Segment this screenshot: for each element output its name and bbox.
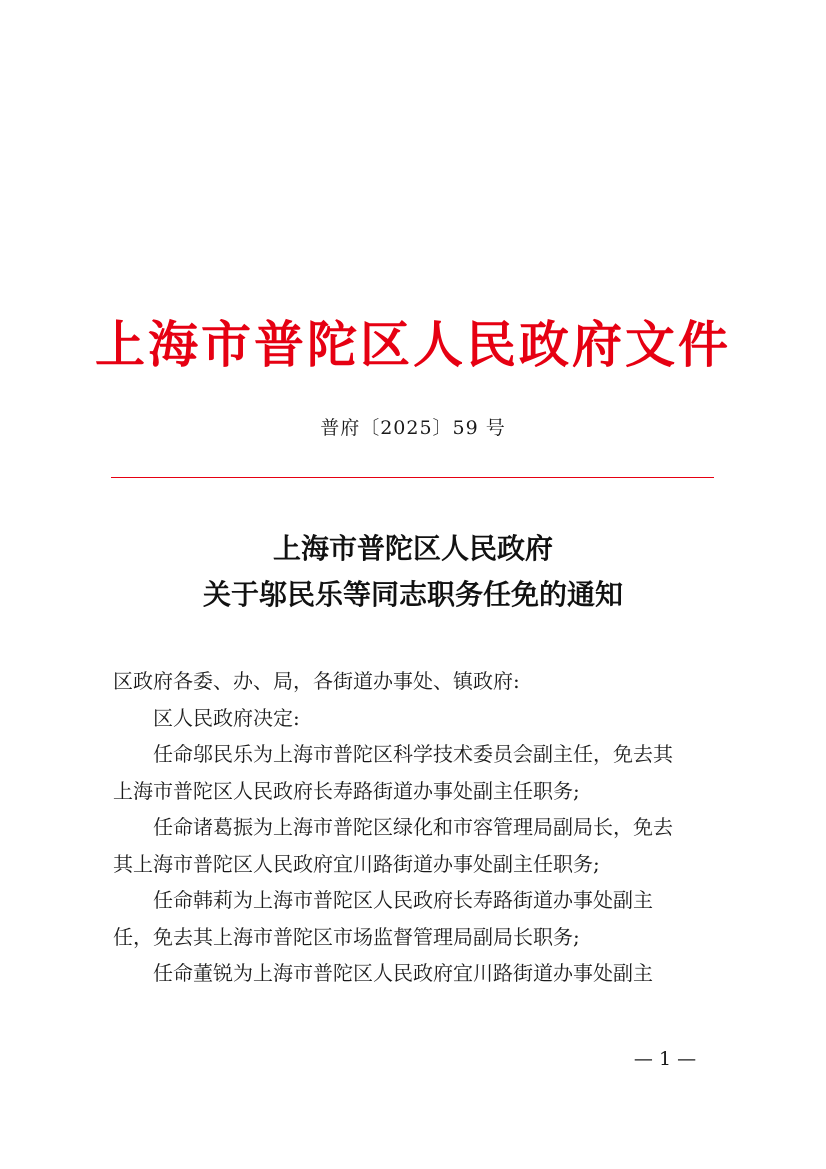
body-line: 其上海市普陀区人民政府宜川路街道办事处副主任职务; [113, 851, 600, 876]
notice-title-line-1: 上海市普陀区人民政府 [272, 532, 553, 565]
red-divider [111, 477, 714, 478]
body-line: 任命邬民乐为上海市普陀区科学技术委员会副主任，免去其 [153, 742, 673, 766]
document-number: 普府〔2025〕59 号 [320, 417, 506, 439]
body-line: 任命诸葛振为上海市普陀区绿化和市容管理局副局长，免去 [153, 815, 673, 839]
addressee-line: 区政府各委、办、局，各街道办事处、镇政府: [113, 669, 520, 693]
notice-title-line-2: 关于邬民乐等同志职务任免的通知 [202, 578, 623, 611]
body-line: 任命董锐为上海市普陀区人民政府宜川路街道办事处副主 [153, 961, 653, 985]
notice-title [0, 526, 826, 618]
notice-body [113, 663, 725, 992]
body-line: 任命韩莉为上海市普陀区人民政府长寿路街道办事处副主 [153, 888, 653, 912]
body-line: 上海市普陀区人民政府长寿路街道办事处副主任职务; [113, 778, 580, 803]
body-line: 区人民政府决定: [153, 705, 300, 730]
page-number: — 1 — [633, 1048, 697, 1070]
body-line: 任，免去其上海市普陀区市场监督管理局副局长职务; [113, 924, 580, 949]
issuer-title: 上海市普陀区人民政府文件 [95, 315, 731, 374]
